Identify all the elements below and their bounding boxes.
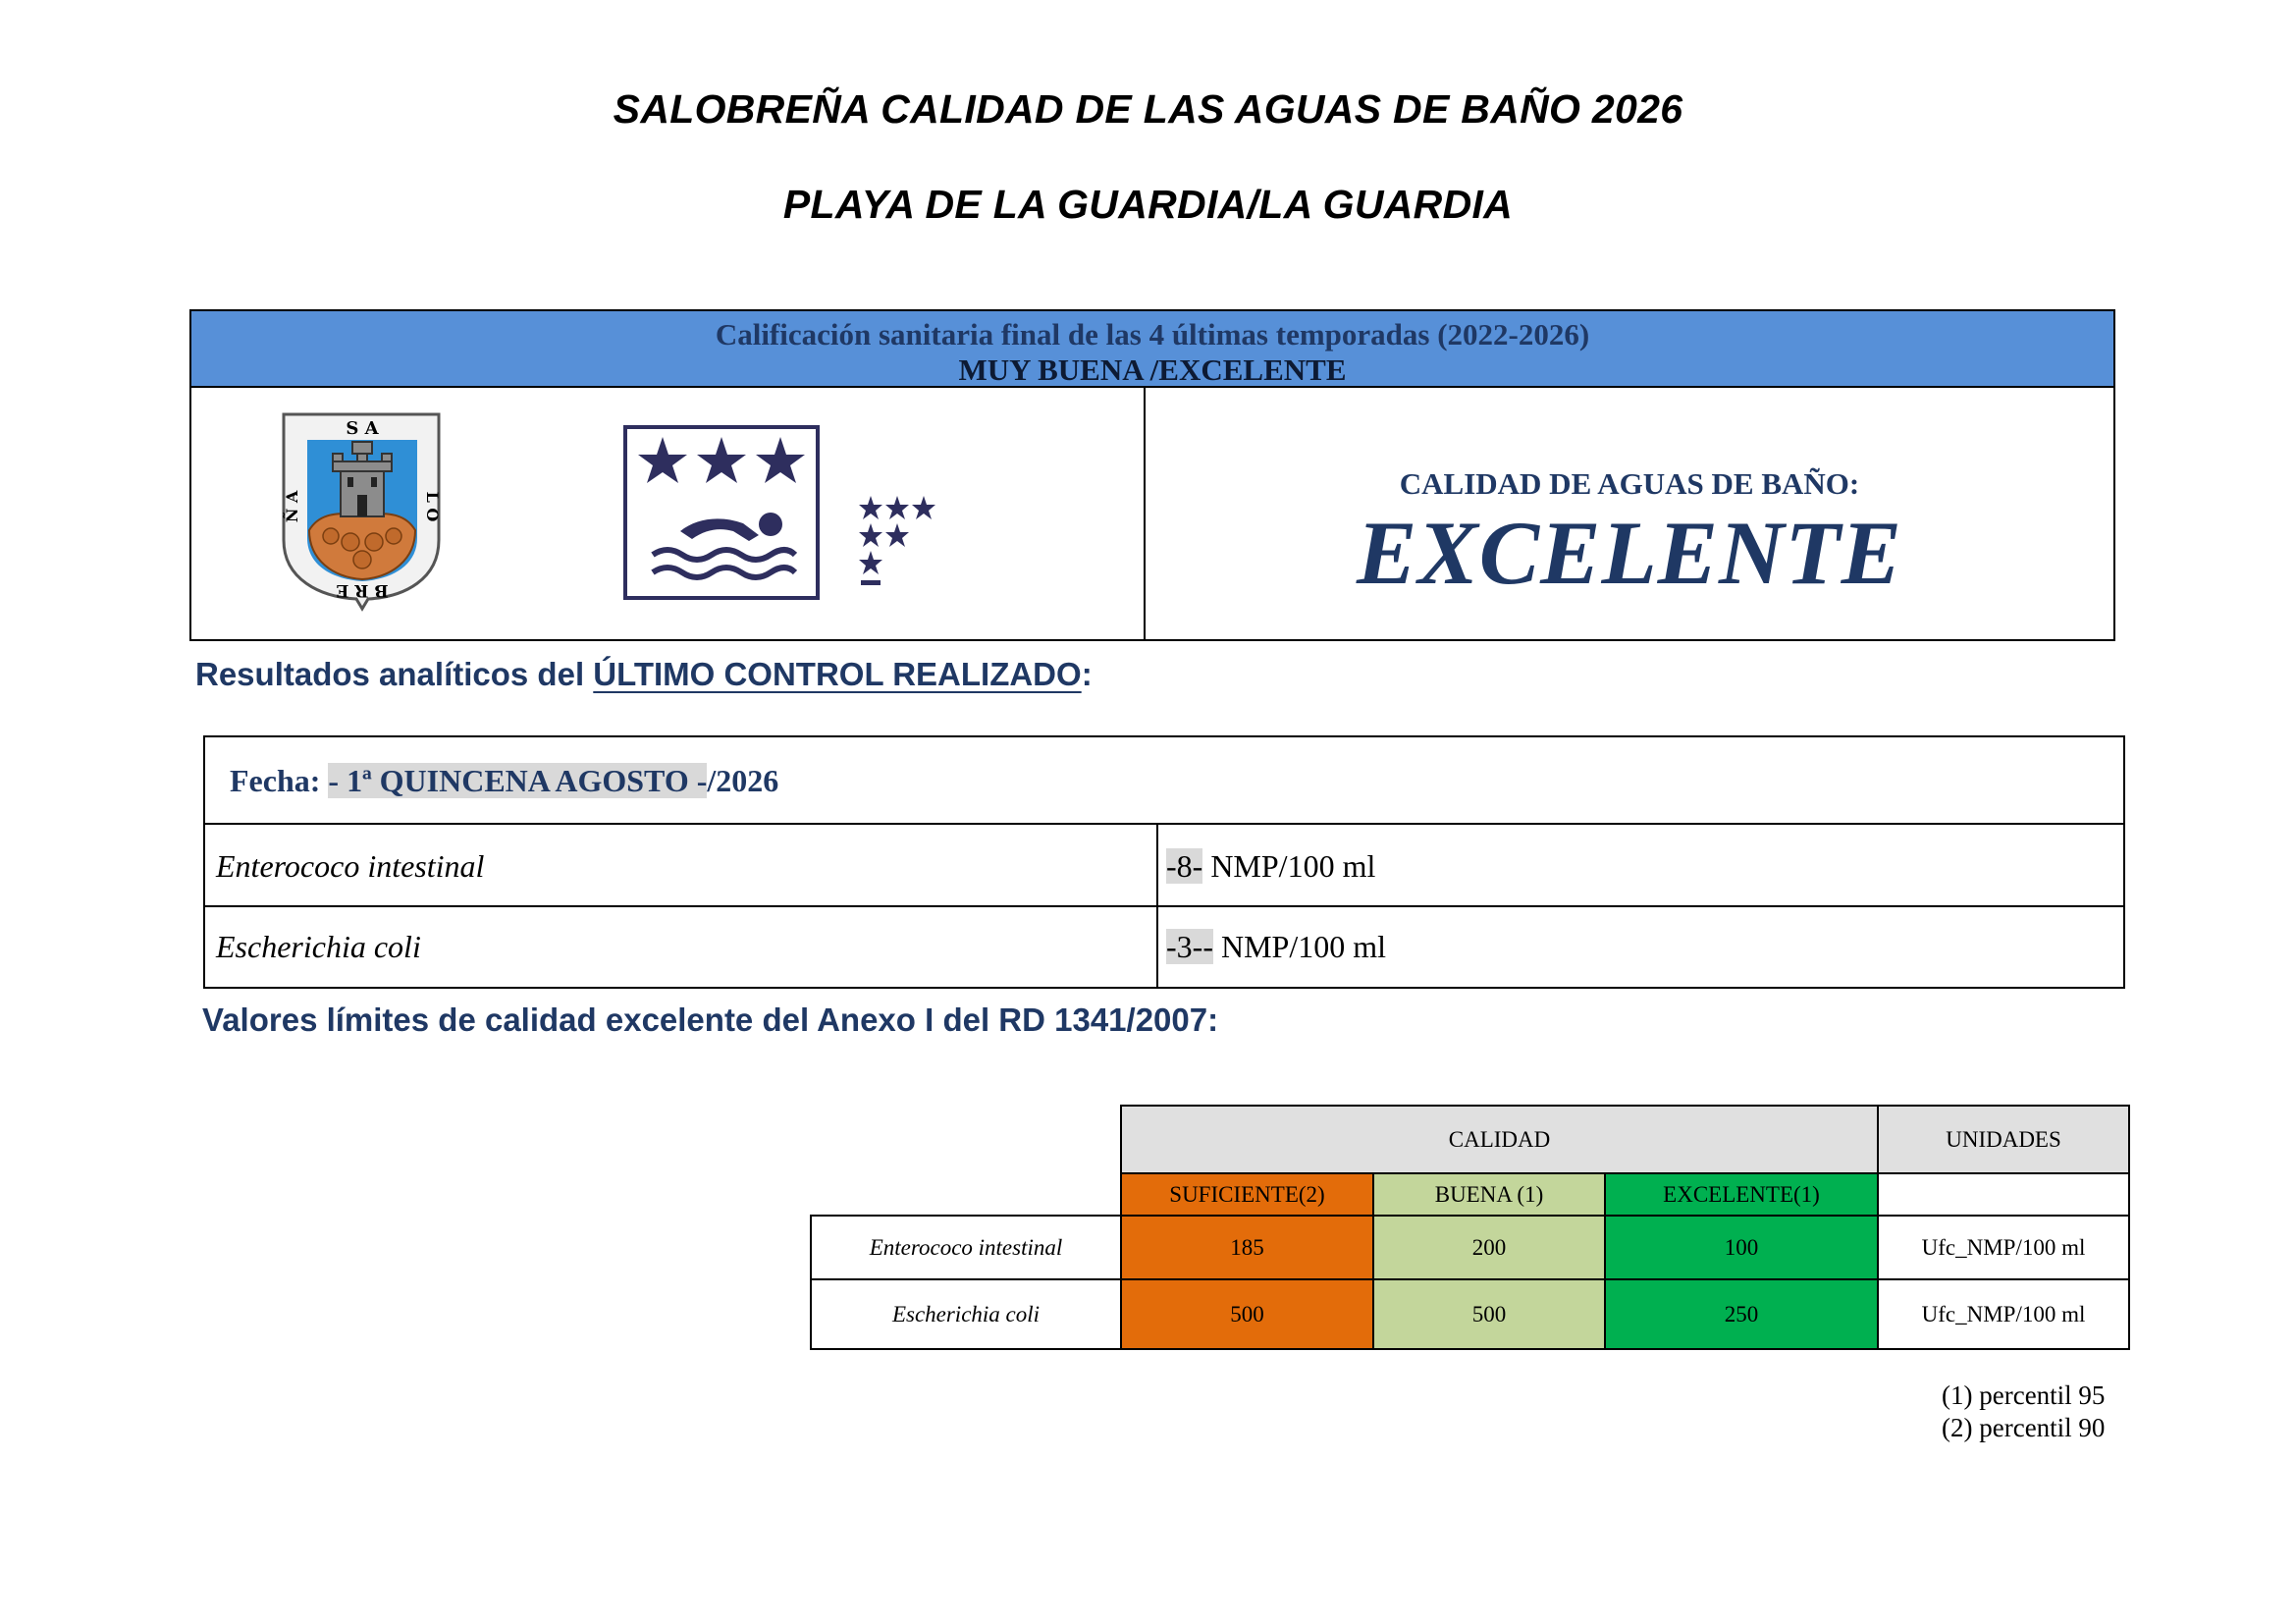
parameter-value bbox=[1166, 929, 1386, 965]
measured-unit: NMP/100 ml bbox=[1202, 848, 1376, 884]
quality-result-panel bbox=[1146, 388, 2113, 639]
measured-unit: NMP/100 ml bbox=[1212, 929, 1386, 964]
limit-buena-value: 500 bbox=[1372, 1278, 1606, 1350]
limit-excelente-value: 100 bbox=[1604, 1215, 1879, 1280]
svg-text:Ñ A: Ñ A bbox=[283, 490, 301, 523]
col-excelente: EXCELENTE(1) bbox=[1604, 1172, 1879, 1217]
measured-value: -3-- bbox=[1166, 929, 1213, 964]
fecha-prefix: Fecha: bbox=[230, 763, 329, 798]
limit-excelente-value: 250 bbox=[1604, 1278, 1879, 1350]
parameter-name: Escherichia coli bbox=[216, 929, 421, 964]
limit-parameter-name: Enterococo intestinal bbox=[810, 1215, 1122, 1280]
parameter-name: Enterococo intestinal bbox=[216, 848, 485, 884]
limit-suficiente-value: 500 bbox=[1120, 1278, 1374, 1350]
salobrena-crest-icon bbox=[282, 412, 443, 613]
limit-parameter-name: Escherichia coli bbox=[810, 1278, 1122, 1350]
quality-stars-icon bbox=[859, 494, 947, 592]
results-heading-prefix: Resultados analíticos del bbox=[195, 656, 594, 692]
qualification-period: Calificación sanitaria final de las 4 últimas temporadas (2022-2026) bbox=[715, 317, 1590, 352]
limit-unit: Ufc_NMP/100 ml bbox=[1877, 1215, 2130, 1280]
fecha-period: - 1ª QUINCENA AGOSTO - bbox=[328, 763, 708, 798]
qualification-result: MUY BUENA /EXCELENTE bbox=[958, 352, 1347, 387]
unidades-header: UNIDADES bbox=[1877, 1105, 2130, 1174]
qualification-box bbox=[189, 309, 2115, 641]
svg-text:L O: L O bbox=[423, 491, 442, 522]
logos-panel bbox=[191, 388, 1146, 639]
footnotes bbox=[1942, 1380, 2105, 1444]
fecha-year: /2026 bbox=[707, 763, 779, 798]
table-row bbox=[205, 907, 2123, 987]
calidad-header: CALIDAD bbox=[1120, 1105, 1879, 1174]
quality-rating: EXCELENTE bbox=[1356, 503, 1902, 603]
unidades-blank bbox=[1877, 1172, 2130, 1217]
page-title: SALOBREÑA CALIDAD DE LAS AGUAS DE BAÑO 2026 bbox=[613, 86, 1683, 132]
svg-text:B R E: B R E bbox=[336, 580, 389, 600]
quality-caption: CALIDAD DE AGUAS DE BAÑO: bbox=[1399, 466, 1860, 501]
footnote-2: (2) percentil 90 bbox=[1942, 1413, 2106, 1442]
limit-unit: Ufc_NMP/100 ml bbox=[1877, 1278, 2130, 1350]
col-suficiente: SUFICIENTE(2) bbox=[1120, 1172, 1374, 1217]
column-divider bbox=[1156, 825, 1158, 987]
limits-heading: Valores límites de calidad excelente del Anexo I del RD 1341/2007: bbox=[202, 1001, 1219, 1038]
last-control-link[interactable]: ÚLTIMO CONTROL REALIZADO bbox=[593, 656, 1082, 692]
col-buena: BUENA (1) bbox=[1372, 1172, 1606, 1217]
results-table bbox=[203, 735, 2125, 989]
footnote-1: (1) percentil 95 bbox=[1942, 1380, 2106, 1410]
measured-value: -8- bbox=[1166, 848, 1203, 884]
beach-name: PLAYA DE LA GUARDIA/LA GUARDIA bbox=[782, 182, 1514, 227]
results-heading-suffix: : bbox=[1081, 656, 1093, 692]
results-heading bbox=[195, 656, 1093, 693]
parameter-value bbox=[1166, 848, 1375, 885]
excellent-quality-sign-icon bbox=[623, 425, 820, 600]
limit-buena-value: 200 bbox=[1372, 1215, 1606, 1280]
svg-text:S A: S A bbox=[346, 418, 379, 439]
limit-suficiente-value: 185 bbox=[1120, 1215, 1374, 1280]
qualification-header bbox=[191, 311, 2113, 388]
fecha-row bbox=[205, 737, 2123, 825]
table-row bbox=[205, 825, 2123, 907]
fecha-label bbox=[230, 763, 778, 799]
